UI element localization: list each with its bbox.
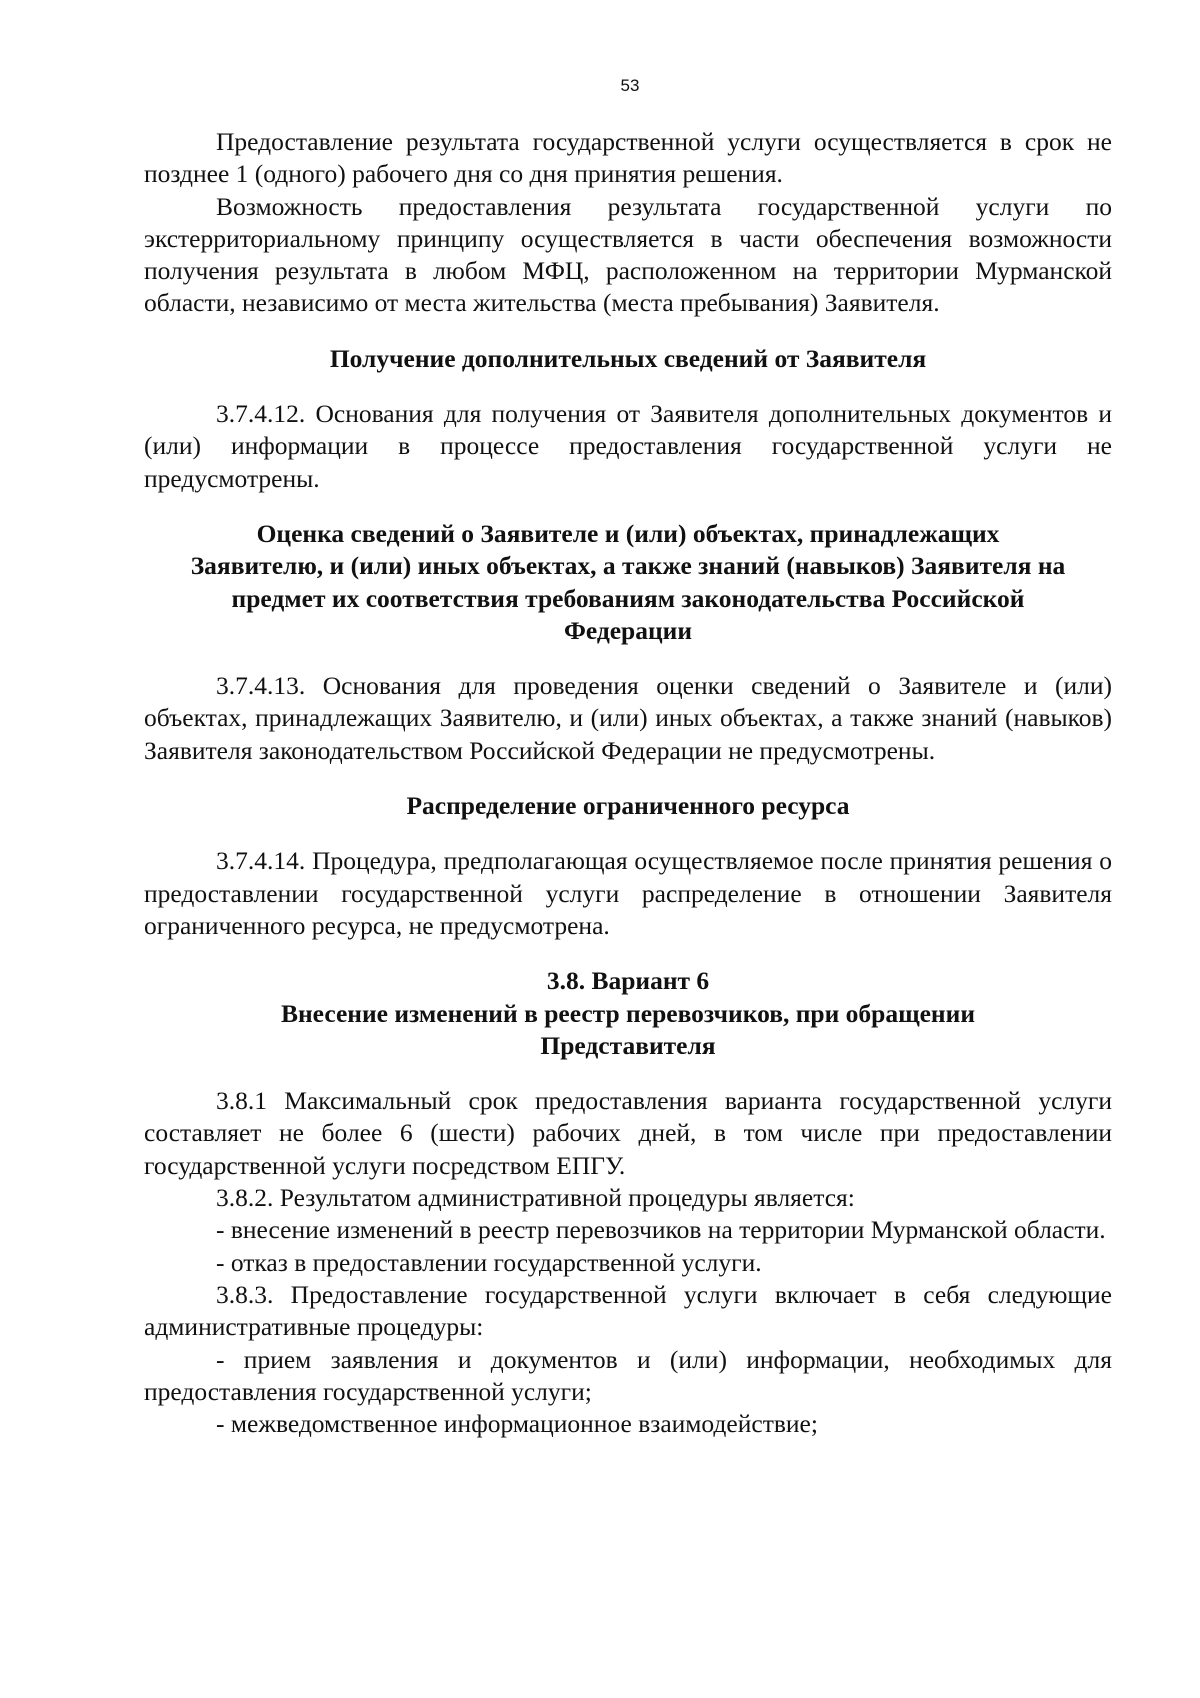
heading-variant-6-line-1: 3.8. Вариант 6 [546, 966, 710, 996]
heading-variant-6 [144, 965, 1112, 1062]
heading-additional-info: Получение дополнительных сведений от Заявителя [329, 343, 927, 373]
paragraph-extraterritorial: Возможность предоставления результата государственной услуги по экстерриториальному принципу осуществляется в части обеспечения возможности получения результата в любом МФЦ, расположенном на территории Мурманской области, независимо от места жительства (места пребывания) Заявителя. [144, 191, 1112, 318]
paragraph-3-8-3: 3.8.3. Предоставление государственной услуги включает в себя следующие административные процедуры: [144, 1279, 1112, 1342]
heading-assessment [144, 518, 1112, 647]
heading-variant-6-line-2: Внесение изменений в реестр перевозчиков, при обращении [280, 998, 976, 1028]
paragraph-3-7-4-14: 3.7.4.14. Процедура, предполагающая осуществляемое после принятия решения о предоставлении государственной услуги распределение в отношении Заявителя ограниченного ресурса, не предусмотрена. [144, 846, 1112, 940]
list-item-interagency: - межведомственное информационное взаимодействие; [216, 1409, 818, 1439]
paragraph-3-7-4-13: 3.7.4.13. Основания для проведения оценки сведений о Заявителе и (или) объектах, принадлежащих Заявителю, и (или) иных объектах, а также знаний (навыков) Заявителя законодательством Российской Федерации не предусмотрены. [144, 671, 1112, 765]
paragraph-3-7-4-12: 3.7.4.12. Основания для получения от Заявителя дополнительных документов и (или) информации в процессе предоставления государственной услуги не предусмотрены. [144, 399, 1112, 493]
heading-variant-6-line-3: Представителя [540, 1030, 716, 1060]
list-item-refusal: - отказ в предоставлении государственной услуги. [216, 1247, 762, 1277]
paragraph-3-8-1: 3.8.1 Максимальный срок предоставления варианта государственной услуги составляет не более 6 (шести) рабочих дней, в том числе при предоставлении государственной услуги посредством ЕПГУ. [144, 1086, 1112, 1180]
document-body [144, 126, 1112, 1440]
paragraph-3-8-2: 3.8.2. Результатом административной процедуры является: [216, 1183, 855, 1213]
heading-assessment-line-4: Федерации [563, 615, 693, 645]
paragraph-result-deadline: Предоставление результата государственной услуги осуществляется в срок не позднее 1 (одного) рабочего дня со дня принятия решения. [144, 127, 1112, 189]
heading-limited-resource: Распределение ограниченного ресурса [406, 791, 850, 821]
list-item-application-intake: - прием заявления и документов и (или) информации, необходимых для предоставления государственной услуги; [144, 1344, 1112, 1406]
heading-assessment-line-2: Заявителю, и (или) иных объектах, а также знаний (навыков) Заявителя на [190, 551, 1066, 581]
heading-assessment-line-3: предмет их соответствия требованиям законодательства Российской [231, 583, 1025, 613]
list-item-registry-changes: - внесение изменений в реестр перевозчиков на территории Мурманской области. [216, 1215, 1106, 1245]
page-number: 53 [620, 76, 640, 95]
heading-assessment-line-1: Оценка сведений о Заявителе и (или) объектах, принадлежащих [256, 518, 1000, 548]
